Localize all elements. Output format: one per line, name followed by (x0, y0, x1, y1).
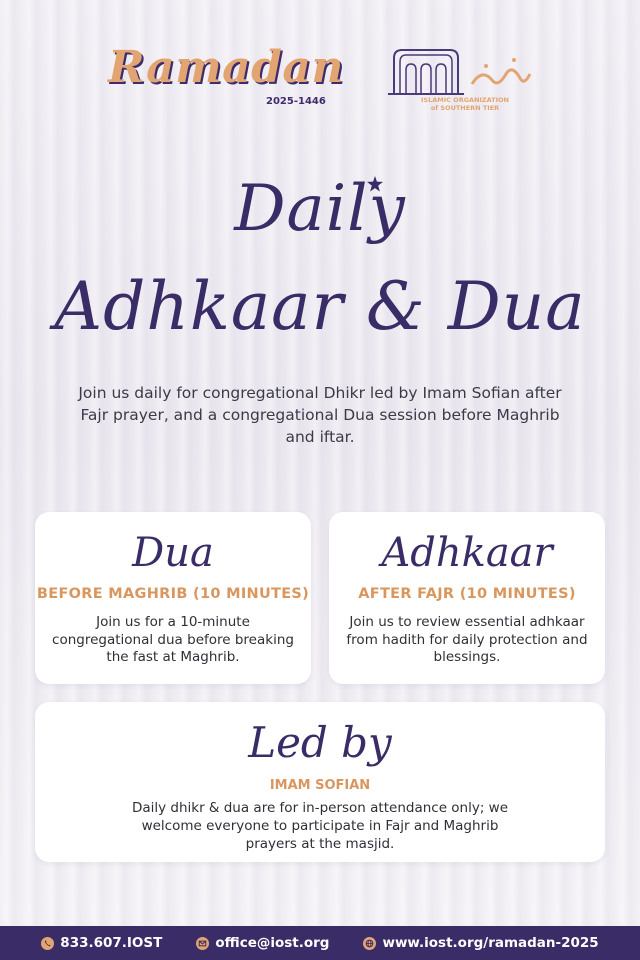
led-by-card-title: Led by (248, 718, 392, 767)
dua-card-body: Join us for a 10-minute congregational dua before breaking the fast at Maghrib. (52, 614, 294, 665)
organization-name-line1: ISLAMIC ORGANIZATION (420, 96, 509, 104)
page-title-line2: Adhkaar & Dua (54, 268, 586, 345)
globe-icon (363, 937, 376, 950)
footer-website-text: www.iost.org/ramadan-2025 (382, 935, 599, 951)
dua-card-title: Dua (132, 530, 214, 576)
organization-logo (388, 44, 538, 122)
footer-email[interactable] (196, 935, 329, 951)
mosque-arch-icon (388, 44, 538, 96)
ramadan-logo (108, 42, 344, 114)
led-by-card-subtitle: IMAM SOFIAN (269, 778, 371, 793)
ramadan-logo-year: 2025-1446 (266, 96, 326, 107)
footer-website[interactable] (363, 935, 598, 951)
adhkaar-card-body: Join us to review essential adhkaar from hadith for daily protection and blessings. (346, 614, 588, 665)
footer-bar (0, 926, 640, 960)
footer-phone-text: 833.607.IOST (60, 935, 163, 951)
phone-icon (41, 937, 54, 950)
footer-email-text: office@iost.org (215, 935, 330, 951)
adhkaar-card (329, 512, 605, 684)
footer-phone[interactable] (41, 935, 162, 951)
led-by-card (35, 702, 605, 862)
led-by-card-body: Daily dhikr & dua are for in-person attendance only; we welcome everyone to participate in Fajr and Maghrib prayers at the masjid. (131, 800, 509, 852)
dua-card (35, 512, 311, 684)
page-title-line1: Daily (234, 172, 406, 246)
dua-card-subtitle: BEFORE MAGHRIB (10 MINUTES) (36, 586, 310, 602)
adhkaar-card-title: Adhkaar (381, 530, 553, 576)
email-icon (196, 937, 209, 950)
organization-name-line2: of SOUTHERN TIER (430, 104, 500, 112)
intro-text: Join us daily for congregational Dhikr led by Imam Sofian after Fajr prayer, and a congregational Dua session before Maghrib and iftar. (78, 384, 562, 446)
adhkaar-card-subtitle: AFTER FAJR (10 MINUTES) (358, 586, 576, 602)
organization-name (410, 96, 520, 112)
ramadan-logo-word: Ramadan (108, 42, 344, 93)
